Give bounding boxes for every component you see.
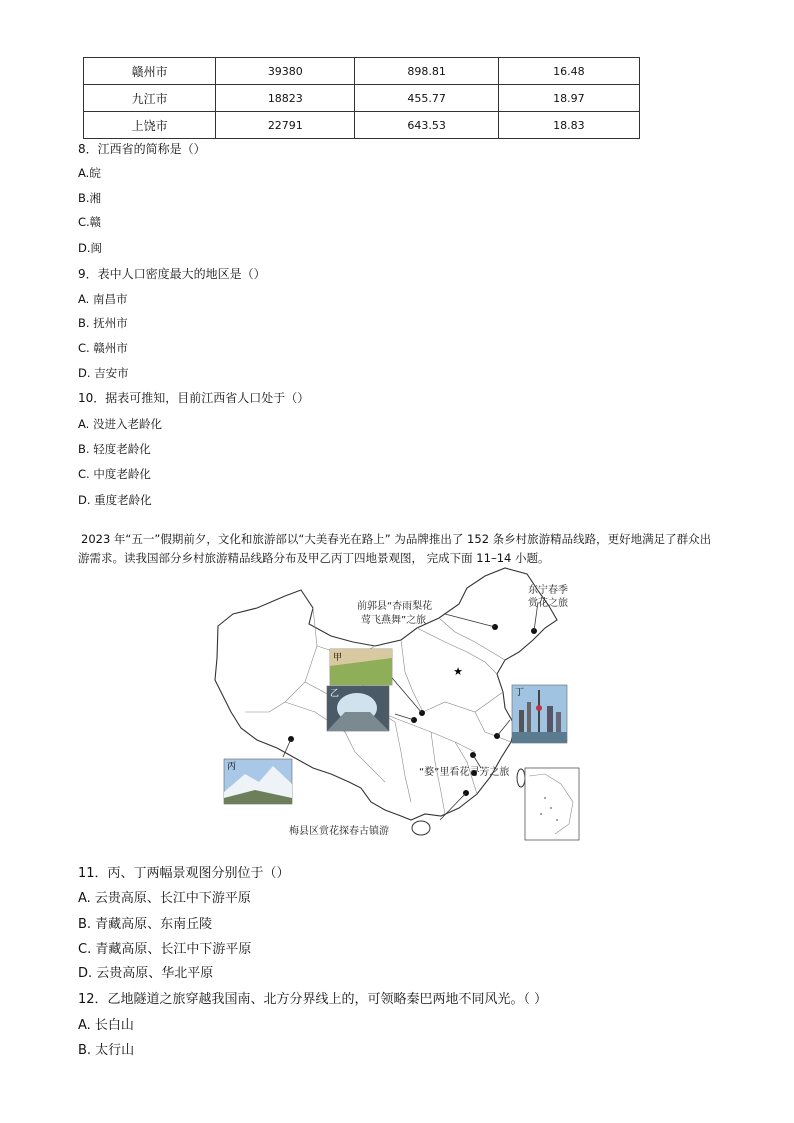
option-a[interactable]: A. 南昌市 [78, 292, 128, 306]
option-b[interactable]: B. 青藏高原、东南丘陵 [78, 917, 213, 932]
option-b[interactable]: B. 抚州市 [78, 316, 128, 330]
label-jia: 甲 [333, 653, 343, 663]
option-c[interactable]: C. 赣州市 [78, 341, 128, 355]
label-wuyuan: “婺”里看花寻芳之旅 [419, 767, 510, 778]
table-row [84, 112, 640, 139]
label-meixian: 梅县区赏花探春古镇游 [289, 826, 389, 837]
question-11-stem: 11．丙、丁两幅景观图分别位于（） [78, 866, 290, 881]
option-c[interactable]: C.赣 [78, 215, 102, 229]
label-qianguo-2: 莺飞燕舞”之旅 [361, 615, 427, 626]
label-bing: 丙 [227, 762, 237, 772]
option-a[interactable]: A. 云贵高原、长江中下游平原 [78, 891, 251, 906]
south-china-sea-inset [525, 768, 579, 840]
photo-bing [224, 759, 292, 804]
passage-intro: 2023 年“五一”假期前夕，文化和旅游部以“大美春光在路上” 为品牌推出了 152 条乡村旅游精品线路，更好地满足了群众出游需求。读我国部分乡村旅游精品线路分布及甲乙丙丁四地景观图， 完成下面 11–14 小题。 [78, 532, 712, 565]
option-a[interactable]: A.皖 [78, 166, 101, 180]
question-8-stem: 8．江西省的简称是（） [78, 142, 206, 156]
table-cell: 898.81 [355, 58, 498, 85]
table-cell: 455.77 [355, 85, 498, 112]
capital-star-icon: ★ [453, 665, 463, 678]
table-cell: 643.53 [355, 112, 498, 139]
question-9-stem: 9．表中人口密度最大的地区是（） [78, 267, 266, 281]
table-cell: 39380 [216, 58, 355, 85]
table-cell: 上饶市 [84, 112, 216, 139]
label-dongning-2: 赏花之旅 [528, 598, 568, 609]
question-10-stem: 10．据表可推知，目前江西省人口处于（） [78, 391, 310, 405]
taiwan-island [517, 769, 525, 787]
option-b[interactable]: B.湘 [78, 191, 102, 205]
table-cell: 九江市 [84, 85, 216, 112]
table-cell: 18.97 [498, 85, 639, 112]
option-a[interactable]: A. 没进入老龄化 [78, 417, 162, 431]
label-dongning-1: 东宁春季 [528, 585, 568, 596]
option-d[interactable]: D.闽 [78, 241, 103, 255]
china-route-map [205, 562, 589, 844]
table-cell: 16.48 [498, 58, 639, 85]
table-cell: 赣州市 [84, 58, 216, 85]
option-c[interactable]: C. 青藏高原、长江中下游平原 [78, 942, 252, 957]
option-d[interactable]: D. 重度老龄化 [78, 493, 152, 507]
option-c[interactable]: C. 中度老龄化 [78, 467, 151, 481]
question-12-stem: 12．乙地隧道之旅穿越我国南、北方分界线上的，可领略秦巴两地不同风光。（ ） [78, 992, 548, 1007]
population-table [83, 57, 640, 139]
option-b[interactable]: B. 太行山 [78, 1043, 135, 1058]
label-qianguo-1: 前郭县“杏雨梨花 [357, 601, 433, 612]
table-row [84, 58, 640, 85]
photo-ding [512, 685, 567, 743]
photo-jia [330, 649, 392, 685]
table-cell: 18.83 [498, 112, 639, 139]
option-d[interactable]: D. 云贵高原、华北平原 [78, 966, 214, 981]
option-b[interactable]: B. 轻度老龄化 [78, 442, 151, 456]
option-d[interactable]: D. 吉安市 [78, 366, 129, 380]
option-a[interactable]: A. 长白山 [78, 1018, 134, 1033]
label-yi: 乙 [330, 689, 340, 699]
hainan-island [412, 821, 430, 835]
table-cell: 18823 [216, 85, 355, 112]
photo-yi [327, 686, 389, 731]
table-row [84, 85, 640, 112]
table-cell: 22791 [216, 112, 355, 139]
label-ding: 丁 [515, 688, 525, 698]
